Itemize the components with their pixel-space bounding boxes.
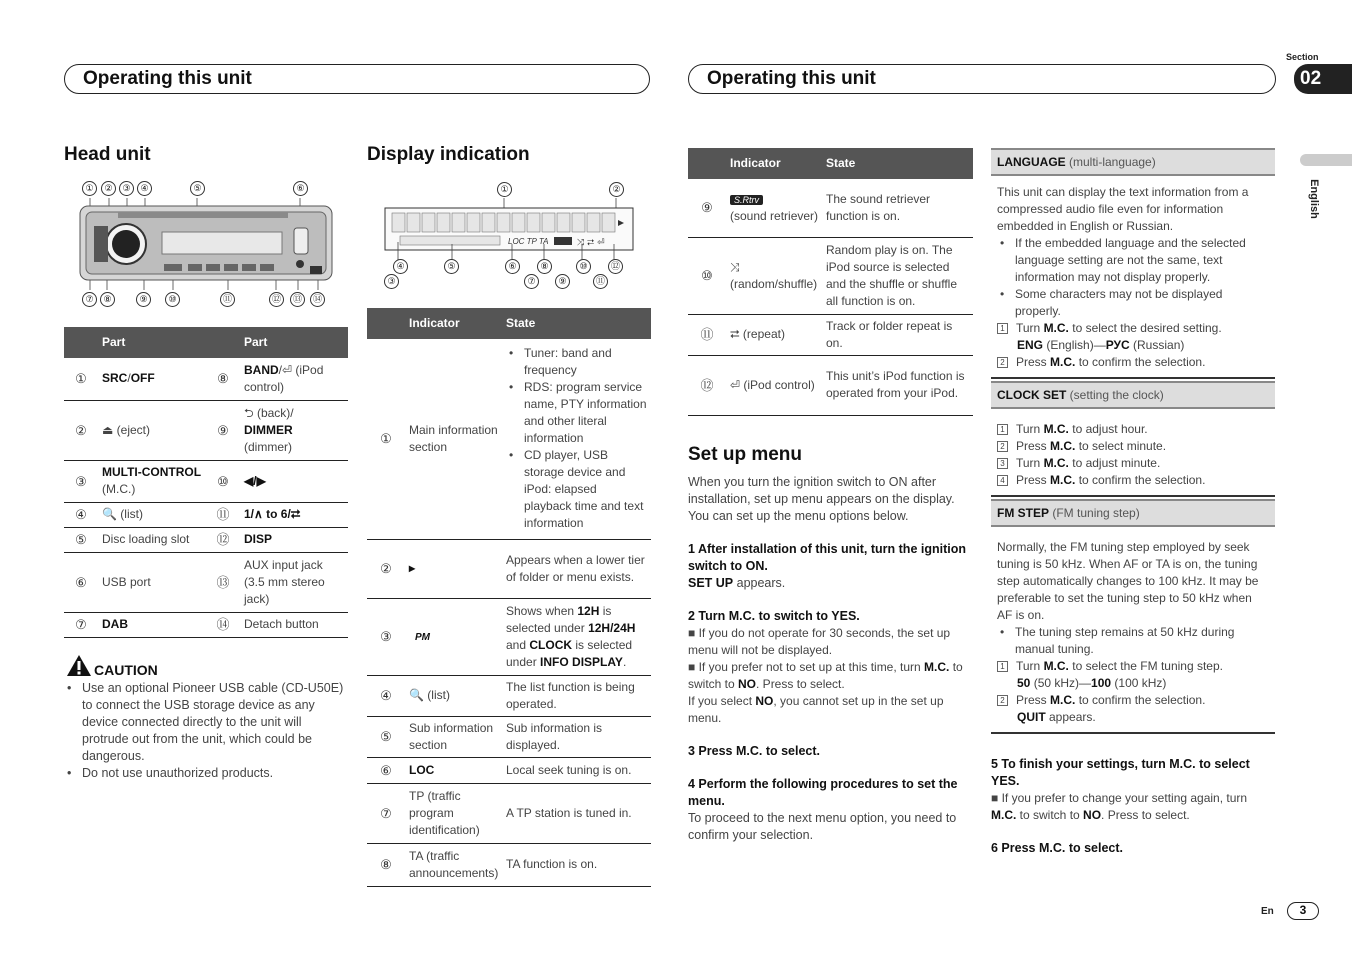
caution-block	[64, 654, 348, 782]
table-row: ③ PM Shows when 12H is selected under 12H/24H and CLOCK is selected under INFO DISPLAY.	[367, 598, 651, 675]
callout-8: ⑧	[100, 292, 115, 307]
fm-step-setting-header: FM STEP (FM tuning step)	[991, 499, 1275, 527]
display-lcd-drawing	[384, 198, 634, 260]
callout-9: ⑨	[136, 292, 151, 307]
language-side-tab	[1300, 154, 1352, 166]
display-callout-5: ⑤	[444, 259, 459, 274]
setup-menu-title: Set up menu	[688, 444, 803, 465]
table-row: ⑤ Sub information section Sub information is displayed.	[367, 716, 651, 757]
section-number-badge: 02	[1294, 64, 1352, 94]
clock-setting-body: 1 Turn M.C. to adjust hour. 2 Press M.C. to select minute. 3 Turn M.C. to adjust minute. 4 Press M.C. to confirm the selection.	[991, 409, 1275, 497]
head-unit-parts-table	[64, 327, 348, 638]
table-row: ② ▸ Appears when a lower tier of folder or menu exists.	[367, 539, 651, 598]
caution-item: • Use an optional Pioneer USB cable (CD-U50E) to connect the USB storage device as any device connected directly to the unit will protrude out from the unit, which could be dangerous.	[64, 680, 348, 765]
display-callout-2: ②	[609, 182, 624, 197]
callout-13: ⑬	[290, 292, 305, 307]
display-callout-10: ⑩	[576, 259, 591, 274]
table-row: ③ MULTI-CONTROL (M.C.) ⑩ ◀/▶	[64, 460, 348, 502]
display-callout-1: ①	[497, 182, 512, 197]
col-state: State	[826, 148, 973, 179]
warning-icon	[66, 654, 92, 677]
callout-row-bottom	[64, 292, 348, 308]
display-callout-4: ④	[393, 259, 408, 274]
caution-item: • Do not use unauthorized products.	[64, 765, 348, 782]
callout-4: ④	[137, 181, 152, 196]
settings-column	[991, 148, 1275, 857]
display-indication-title: Display indication	[367, 144, 530, 165]
display-illustration	[380, 180, 640, 292]
language-setting-header: LANGUAGE (multi-language)	[991, 148, 1275, 176]
callout-7: ⑦	[82, 292, 97, 307]
callout-10: ⑩	[165, 292, 180, 307]
table-row: ⑨ S.Rtrv (sound retriever) The sound retriever function is on.	[688, 179, 973, 237]
sound-retriever-badge: S.Rtrv	[730, 195, 763, 205]
display-callout-11: ⑪	[593, 274, 608, 289]
table-row: ① SRC/OFF ⑧ BAND/⏎ (iPod control)	[64, 358, 348, 400]
display-segment-labels: LOC TP TA	[508, 237, 549, 246]
callout-2: ②	[101, 181, 116, 196]
table-row: ⑥ LOC Local seek tuning is on.	[367, 757, 651, 783]
display-indication-table	[367, 308, 651, 887]
side-tab-label: English	[1308, 179, 1320, 219]
col-indicator: Indicator	[409, 308, 506, 339]
page-number: 3	[1287, 902, 1319, 920]
display-callout-6: ⑥	[505, 259, 520, 274]
clock-setting-header: CLOCK SET (setting the clock)	[991, 381, 1275, 409]
table-row: ⑦ DAB ⑭ Detach button	[64, 612, 348, 637]
finish-steps: 5 To finish your settings, turn M.C. to select YES. ■ If you prefer to change your setting again, turn M.C. to switch to NO. Press to select. 6 Press M.C. to select.	[991, 757, 1250, 855]
callout-6: ⑥	[293, 181, 308, 196]
head-unit-title: Head unit	[64, 144, 151, 165]
col-part-2: Part	[244, 327, 348, 358]
language-setting-body: This unit can display the text information from a compressed audio file even for information embedded in English or Russian. • If the embedded language and the selected language setting are not the same, text information may not display properly. • Some characters may not be displayed properly. 1 Turn M.C. to select the desired setting. ENG (English)—РУС (Russian) 2 Press M.C. to confirm the selection.	[991, 176, 1275, 379]
head-unit-illustration	[64, 178, 348, 312]
right-page-header: Operating this unit	[688, 64, 1276, 94]
table-row: ⑪ ⮂ (repeat) Track or folder repeat is on.	[688, 314, 973, 355]
indicator-table-continued	[688, 148, 973, 416]
callout-11: ⑪	[220, 292, 235, 307]
table-row: ⑧ TA (traffic announcements) TA function is on.	[367, 843, 651, 886]
callout-5: ⑤	[190, 181, 205, 196]
table-row: ④ 🔍 (list) ⑪ 1/∧ to 6/⮂	[64, 502, 348, 527]
display-callout-9: ⑨	[555, 274, 570, 289]
display-callout-3: ③	[384, 274, 399, 289]
setup-menu-body: When you turn the ignition switch to ON after installation, set up menu appears on the display. You can set up the menu options below. 1 After installation of this unit, turn the ignition switch to ON. SET UP appears. 2 Turn M.C. to switch to YES. ■ If you do not operate for 30 seconds, the set up menu will not be displayed. ■ If you prefer not to set up at this time, turn M.C. to switch to NO. Press to select. If you select NO, you cannot set up in the set up menu. 3 Press M.C. to select. 4 Perform the following procedures to set the menu. To proceed to the next menu option, you need to confirm your selection.	[688, 475, 966, 842]
display-callout-12: ⑫	[608, 259, 623, 274]
table-row: ② ⏏ (eject) ⑨ ⮌ (back)/ DIMMER (dimmer)	[64, 400, 348, 460]
svg-text:⤨ ⮂ ⏎: ⤨ ⮂ ⏎	[577, 238, 605, 248]
callout-row-top	[64, 181, 348, 197]
head-unit-device-drawing	[78, 198, 336, 290]
col-part-1: Part	[102, 327, 206, 358]
callout-14: ⑭	[310, 292, 325, 307]
table-row: ⑤ Disc loading slot ⑫ DISP	[64, 527, 348, 552]
callout-12: ⑫	[269, 292, 284, 307]
table-row: ④ 🔍 (list) The list function is being operated.	[367, 675, 651, 716]
table-row: ⑥ USB port ⑬ AUX input jack (3.5 mm stereo jack)	[64, 552, 348, 612]
display-callout-7: ⑦	[524, 274, 539, 289]
callout-1: ①	[82, 181, 97, 196]
col-indicator: Indicator	[730, 148, 826, 179]
left-page-header: Operating this unit	[64, 64, 650, 94]
table-row: ① Main information section • Tuner: band and frequency • RDS: program service name, PTY information and other literal information • CD player, USB storage device and iPod: elapsed playback time and text information	[367, 339, 651, 539]
table-row: ⑩ ⤨ (random/shuffle) Random play is on. The iPod source is selected and the shuffle or shuffle all function is on.	[688, 237, 973, 314]
col-state: State	[506, 308, 651, 339]
table-row: ⑫ ⏎ (iPod control) This unit’s iPod function is operated from your iPod.	[688, 355, 973, 415]
fm-step-setting-body: Normally, the FM tuning step employed by seek tuning is 50 kHz. When AF or TA is on, the tuning step automatically changes to 100 kHz. It may be preferable to set the tuning step to 50 kHz when AF is on. • The tuning step remains at 50 kHz during manual tuning. 1 Turn M.C. to select the FM tuning step. 50 (50 kHz)—100 (100 kHz) 2 Press M.C. to confirm the selection. QUIT appears.	[991, 527, 1275, 734]
table-row: ⑦ TP (traffic program identification) A TP station is tuned in.	[367, 783, 651, 843]
caution-title: CAUTION	[94, 662, 158, 678]
callout-3: ③	[119, 181, 134, 196]
footer-language: En	[1261, 906, 1274, 917]
section-label: Section	[1286, 52, 1319, 62]
tier-arrow-icon: ▸	[409, 561, 416, 575]
display-callout-8: ⑧	[537, 259, 552, 274]
